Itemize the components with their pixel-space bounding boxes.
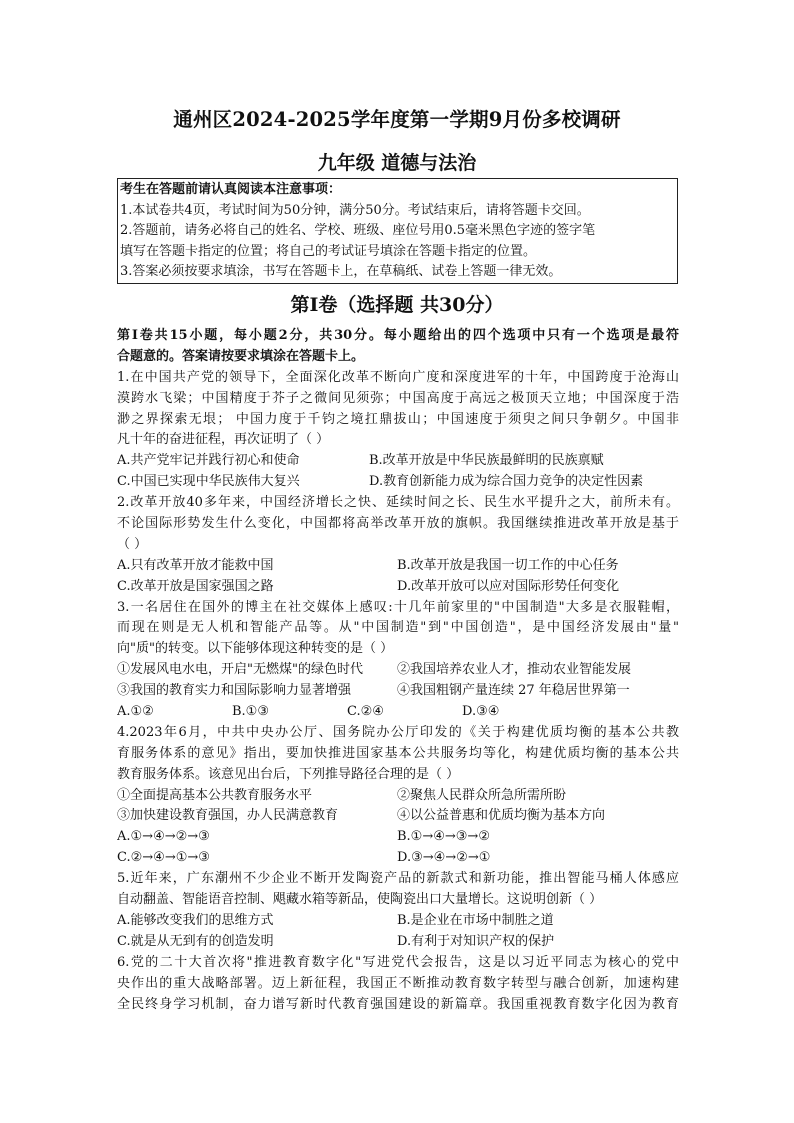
instruction-line: 第Ⅰ卷共15小题，每小题2分，共30分。每小题给出的四个选项中只有一个选项是最符 (117, 328, 679, 343)
statement-row (117, 681, 679, 702)
statement-2: ②我国培养农业人才，推动农业智能发展 (397, 662, 632, 678)
option-a: A.共产党牢记并践行初心和使命 (117, 453, 300, 469)
question-text: 凡十年的奋进征程，再次证明了（ ） (117, 432, 330, 448)
statement-row (117, 660, 679, 681)
option-row (117, 451, 679, 472)
option-a: A.①→④→②→③ (117, 829, 210, 845)
statement-3: ③加快建设教育强国，办人民满意教育 (117, 808, 339, 824)
question-text: （ ） (117, 536, 148, 552)
option-b: B.改革开放是中华民族最鲜明的民族禀赋 (369, 453, 604, 469)
notice-box (117, 178, 678, 284)
option-c: C.②→④→①→③ (117, 850, 210, 866)
question-text: 渺之界探索无垠； 中国力度于千钧之境扛鼎拔山；中国速度于须臾之间只争朝夕。中国非 (117, 411, 679, 427)
statement-1: ①全面提高基本公共教育服务水平 (117, 787, 313, 803)
option-row (117, 848, 679, 869)
option-b: B.①③ (232, 704, 269, 720)
question-1 (117, 368, 679, 493)
statement-1: ①发展风电水电，开启"无燃煤"的绿色时代 (117, 662, 363, 678)
option-d: D.改革开放可以应对国际形势任何变化 (397, 578, 620, 594)
question-text: 3.一名居住在国外的博主在社交媒体上感叹:十几年前家里的"中国制造"大多是衣服鞋帽， (117, 599, 679, 615)
section-title: 第Ⅰ卷（选择题 共30分） (290, 294, 504, 316)
option-d: D.教育创新能力成为综合国力竞争的决定性因素 (369, 474, 644, 490)
option-b: B.是企业在市场中制胜之道 (397, 912, 554, 928)
option-c: C.中国已实现中华民族伟大复兴 (117, 474, 300, 490)
question-text: 全民终身学习机制，奋力谱写新时代教育强国建设的新篇章。我国重视教育数字化因为教育 (117, 996, 679, 1012)
question-text: 教育服务体系。该意见出台后，下列推导路径合理的是（ ） (117, 766, 460, 782)
statement-row (117, 806, 679, 827)
option-row (117, 702, 679, 723)
question-4 (117, 723, 679, 869)
exam-title: 通州区2024-2025学年度第一学期9月份多校调研 (173, 108, 621, 131)
question-text: 自动翻盖、智能语音控制、飓藏水箱等新品，使陶瓷出口大量增长。这说明创新（ ） (117, 892, 603, 908)
option-row (117, 827, 679, 848)
notice-heading: 考生在答题前请认真阅读本注意事项： (120, 182, 342, 197)
question-text: 6.党的二十大首次将"推进教育数字化"写进党代会报告，这是以习近平同志为核心的党中 (117, 954, 679, 970)
option-d: D.③→④→②→① (397, 850, 491, 866)
option-b: B.改革开放是我国一切工作的中心任务 (397, 557, 619, 573)
option-a: A.只有改革开放才能救中国 (117, 557, 274, 573)
statement-4: ④我国粗钢产量连续 27 年稳居世界第一 (397, 683, 630, 699)
option-row (117, 911, 679, 932)
question-text: 2.改革开放40多年来，中国经济增长之快、延续时间之长、民生水平提升之大，前所未有。 (117, 495, 679, 511)
statement-3: ③我国的教育实力和国际影响力显著增强 (117, 683, 352, 699)
question-text: 5.近年来，广东潮州不少企业不断开发陶瓷产品的新款式和新功能，推出智能马桶人体感应 (117, 871, 679, 887)
option-d: D.③④ (462, 704, 500, 720)
question-5 (117, 869, 679, 953)
option-row (117, 556, 679, 577)
option-a: A.①② (117, 704, 154, 720)
option-d: D.有利于对知识产权的保护 (397, 933, 555, 949)
question-2 (117, 493, 679, 597)
option-row (117, 577, 679, 598)
question-text: 向"质"的转变。以下能够体现这种转变的是（ ） (117, 641, 394, 657)
question-text: 而现在则是无人机和智能产品等。从"中国制造"到"中国创造"，是中国经济发展由"量" (117, 620, 679, 636)
option-c: C.②④ (347, 704, 384, 720)
notice-line: 填写在答题卡指定的位置；将自己的考试证号填涂在答题卡指定的位置。 (120, 243, 537, 259)
question-text: 央作出的重大战略部署。迈上新征程，我国正不断推动教育数字转型与融合创新，加速构建 (117, 975, 679, 991)
exam-subtitle: 九年级 道德与法治 (317, 152, 477, 174)
instruction-line: 合题意的。答案请按要求填涂在答题卡上。 (117, 348, 365, 364)
option-row (117, 472, 679, 493)
notice-line: 1.本试卷共4页，考试时间为50分钟，满分50分。考试结束后，请将答题卡交回。 (120, 202, 590, 218)
question-text: 1.在中国共产党的领导下，全面深化改革不断向广度和深度进军的十年，中国跨度于沧海山 (117, 369, 679, 385)
option-b: B.①→④→③→② (397, 829, 490, 845)
question-text: 不论国际形势发生什么变化，中国都将高举改革开放的旗帜。我国继续推进改革开放是基于 (117, 516, 679, 532)
question-text: 4.2023年6月，中共中央办公厅、国务院办公厅印发的《关于构建优质均衡的基本公共教 (117, 724, 679, 740)
notice-line: 2.答题前，请务必将自己的姓名、学校、班级、座位号用0.5毫米黑色字迹的签字笔 (120, 223, 596, 239)
option-row (117, 932, 679, 953)
question-6 (117, 953, 679, 1016)
statement-4: ④以公益普惠和优质均衡为基本方向 (397, 808, 606, 824)
notice-line: 3.答案必须按要求填涂，书写在答题卡上，在草稿纸、试卷上答题一律无效。 (120, 264, 562, 280)
question-3 (117, 598, 679, 723)
question-text: 漠跨水飞梁；中国精度于芥子之微间见须弥；中国高度于高远之极顶天立地；中国深度于浩 (117, 390, 679, 406)
question-text: 育服务体系的意见》指出，要加快推进国家基本公共服务均等化，构建优质均衡的基本公共 (117, 745, 679, 761)
option-a: A.能够改变我们的思维方式 (117, 912, 274, 928)
option-c: C.改革开放是国家强国之路 (117, 578, 274, 594)
statement-2: ②聚焦人民群众所急所需所盼 (397, 787, 567, 803)
questions-body (117, 326, 679, 1015)
statement-row (117, 786, 679, 807)
option-c: C.就是从无到有的创造发明 (117, 933, 274, 949)
